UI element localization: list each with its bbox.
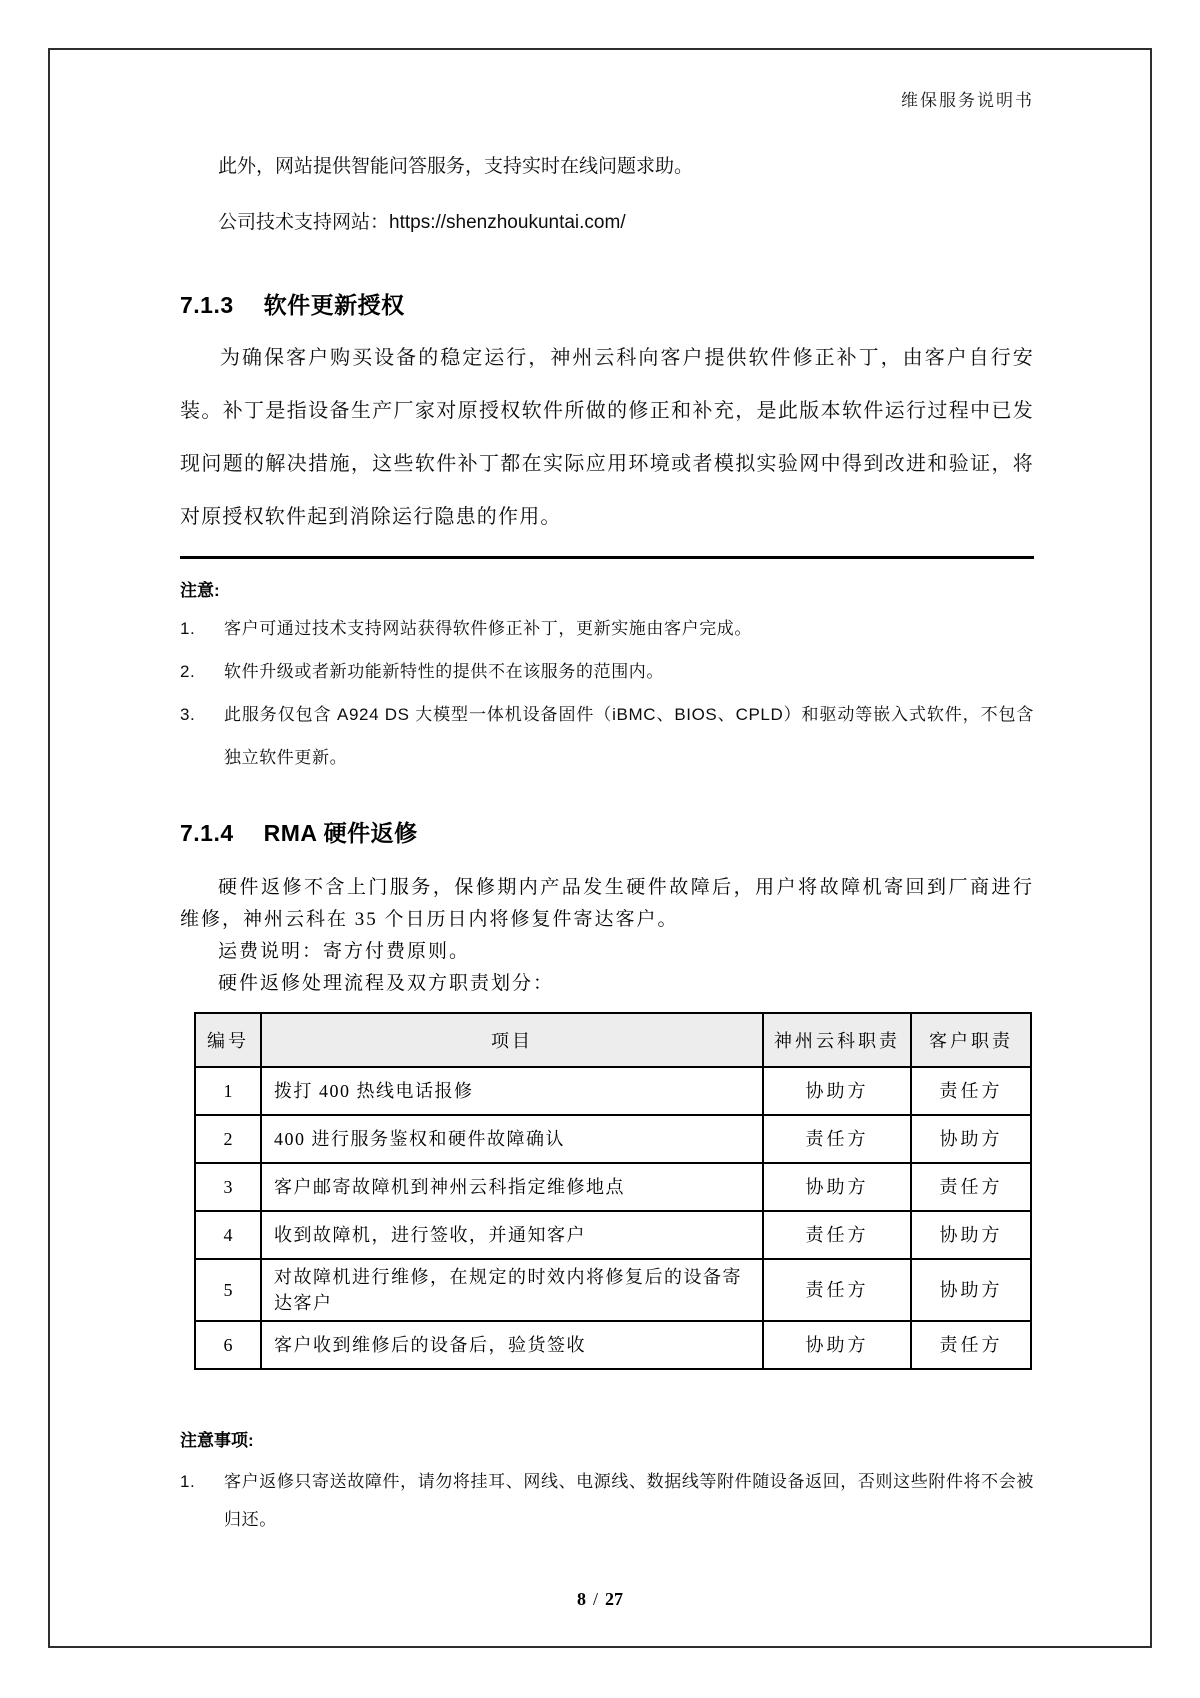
list-item-number: 2. bbox=[180, 662, 196, 681]
column-header-id: 编号 bbox=[195, 1013, 261, 1067]
table-row bbox=[195, 1211, 1031, 1259]
cell-id: 5 bbox=[195, 1259, 261, 1321]
cell-vendor-duty: 协助方 bbox=[763, 1163, 911, 1211]
table-row bbox=[195, 1321, 1031, 1369]
cell-item: 对故障机进行维修，在规定的时效内将修复后的设备寄达客户 bbox=[261, 1259, 763, 1321]
cell-id: 2 bbox=[195, 1115, 261, 1163]
list-item bbox=[180, 650, 1034, 693]
cell-id: 4 bbox=[195, 1211, 261, 1259]
horizontal-divider bbox=[180, 556, 1034, 559]
column-header-customer-duty: 客户职责 bbox=[911, 1013, 1031, 1067]
cell-item: 收到故障机，进行签收，并通知客户 bbox=[261, 1211, 763, 1259]
total-pages: 27 bbox=[605, 1589, 623, 1609]
table-row bbox=[195, 1067, 1031, 1115]
note-label: 注意: bbox=[180, 581, 220, 600]
cell-vendor-duty: 协助方 bbox=[763, 1321, 911, 1369]
paragraph-shipping: 运费说明：寄方付费原则。 bbox=[218, 941, 471, 962]
cell-id: 3 bbox=[195, 1163, 261, 1211]
heading-7-1-3 bbox=[180, 287, 1034, 320]
list-item-number: 1. bbox=[180, 619, 196, 638]
rma-table-header bbox=[195, 1013, 1031, 1067]
page-footer bbox=[50, 1589, 1150, 1610]
page-number: 8 bbox=[576, 1589, 586, 1609]
list-item bbox=[180, 693, 1034, 779]
list-item-number: 1. bbox=[180, 1472, 196, 1491]
cell-vendor-duty: 责任方 bbox=[763, 1115, 911, 1163]
heading-7-1-4 bbox=[180, 815, 1034, 848]
support-site-url[interactable]: https://shenzhoukuntai.com/ bbox=[389, 212, 626, 233]
note-list bbox=[180, 607, 1034, 779]
list-item-text: 客户返修只寄送故障件，请勿将挂耳、网线、电源线、数据线等附件随设备返回，否则这些附件将不会被归还。 bbox=[224, 1472, 1034, 1529]
heading-title: RMA 硬件返修 bbox=[263, 820, 418, 846]
heading-number: 7.1.4 bbox=[180, 820, 234, 846]
heading-number: 7.1.3 bbox=[180, 292, 234, 318]
cell-customer-duty: 责任方 bbox=[911, 1321, 1031, 1369]
column-header-vendor-duty: 神州云科职责 bbox=[763, 1013, 911, 1067]
rma-table-body bbox=[195, 1067, 1031, 1369]
paragraph-table-lead: 硬件返修处理流程及双方职责划分： bbox=[218, 973, 555, 994]
list-item-text: 软件升级或者新功能新特性的提供不在该服务的范围内。 bbox=[224, 662, 664, 681]
table-row bbox=[195, 1115, 1031, 1163]
page-content bbox=[180, 50, 1034, 1539]
heading-title: 软件更新授权 bbox=[263, 292, 405, 318]
page-border bbox=[48, 48, 1152, 1648]
cell-customer-duty: 协助方 bbox=[911, 1259, 1031, 1321]
page-number-separator: / bbox=[592, 1589, 598, 1609]
table-header-row bbox=[195, 1013, 1031, 1067]
cell-id: 6 bbox=[195, 1321, 261, 1369]
list-item-text: 客户可通过技术支持网站获得软件修正补丁，更新实施由客户完成。 bbox=[224, 619, 752, 638]
cell-customer-duty: 责任方 bbox=[911, 1067, 1031, 1115]
paragraph-online-qa: 此外，网站提供智能问答服务，支持实时在线问题求助。 bbox=[218, 156, 694, 177]
list-item-text: 此服务仅包含 A924 DS 大模型一体机设备固件（iBMC、BIOS、CPLD）和驱动等嵌入式软件，不包含独立软件更新。 bbox=[224, 705, 1034, 767]
cell-customer-duty: 协助方 bbox=[911, 1115, 1031, 1163]
cell-vendor-duty: 责任方 bbox=[763, 1259, 911, 1321]
cell-item: 客户邮寄故障机到神州云科指定维修地点 bbox=[261, 1163, 763, 1211]
support-site-label: 公司技术支持网站： bbox=[218, 212, 390, 233]
list-item bbox=[180, 1463, 1034, 1539]
cell-customer-duty: 协助方 bbox=[911, 1211, 1031, 1259]
cell-vendor-duty: 协助方 bbox=[763, 1067, 911, 1115]
rma-paragraphs bbox=[180, 872, 1034, 1000]
cell-item: 400 进行服务鉴权和硬件故障确认 bbox=[261, 1115, 763, 1163]
cell-customer-duty: 责任方 bbox=[911, 1163, 1031, 1211]
notice-list bbox=[180, 1463, 1034, 1539]
cell-item: 客户收到维修后的设备后，验货签收 bbox=[261, 1321, 763, 1369]
cell-id: 1 bbox=[195, 1067, 261, 1115]
notice-label: 注意事项: bbox=[180, 1431, 254, 1450]
paragraph-software-update: 为确保客户购买设备的稳定运行，神州云科向客户提供软件修正补丁，由客户自行安装。补丁是指设备生产厂家对原授权软件所做的修正和补充，是此版本软件运行过程中已发现问题的解决措施，这些软件补丁都在实际应用环境或者模拟实验网中得到改进和验证，将对原授权软件起到消除运行隐患的作用。 bbox=[180, 347, 1034, 528]
list-item bbox=[180, 607, 1034, 650]
column-header-item: 项目 bbox=[261, 1013, 763, 1067]
list-item-number: 3. bbox=[180, 705, 196, 724]
cell-vendor-duty: 责任方 bbox=[763, 1211, 911, 1259]
table-row bbox=[195, 1259, 1031, 1321]
rma-table bbox=[194, 1012, 1032, 1370]
paragraph-support-site bbox=[180, 211, 1034, 235]
table-row bbox=[195, 1163, 1031, 1211]
paragraph-rma-intro: 硬件返修不含上门服务，保修期内产品发生硬件故障后，用户将故障机寄回到厂商进行维修，神州云科在 35 个日历日内将修复件寄达客户。 bbox=[180, 877, 1034, 930]
cell-item: 拨打 400 热线电话报修 bbox=[261, 1067, 763, 1115]
running-header: 维保服务说明书 bbox=[901, 91, 1034, 110]
